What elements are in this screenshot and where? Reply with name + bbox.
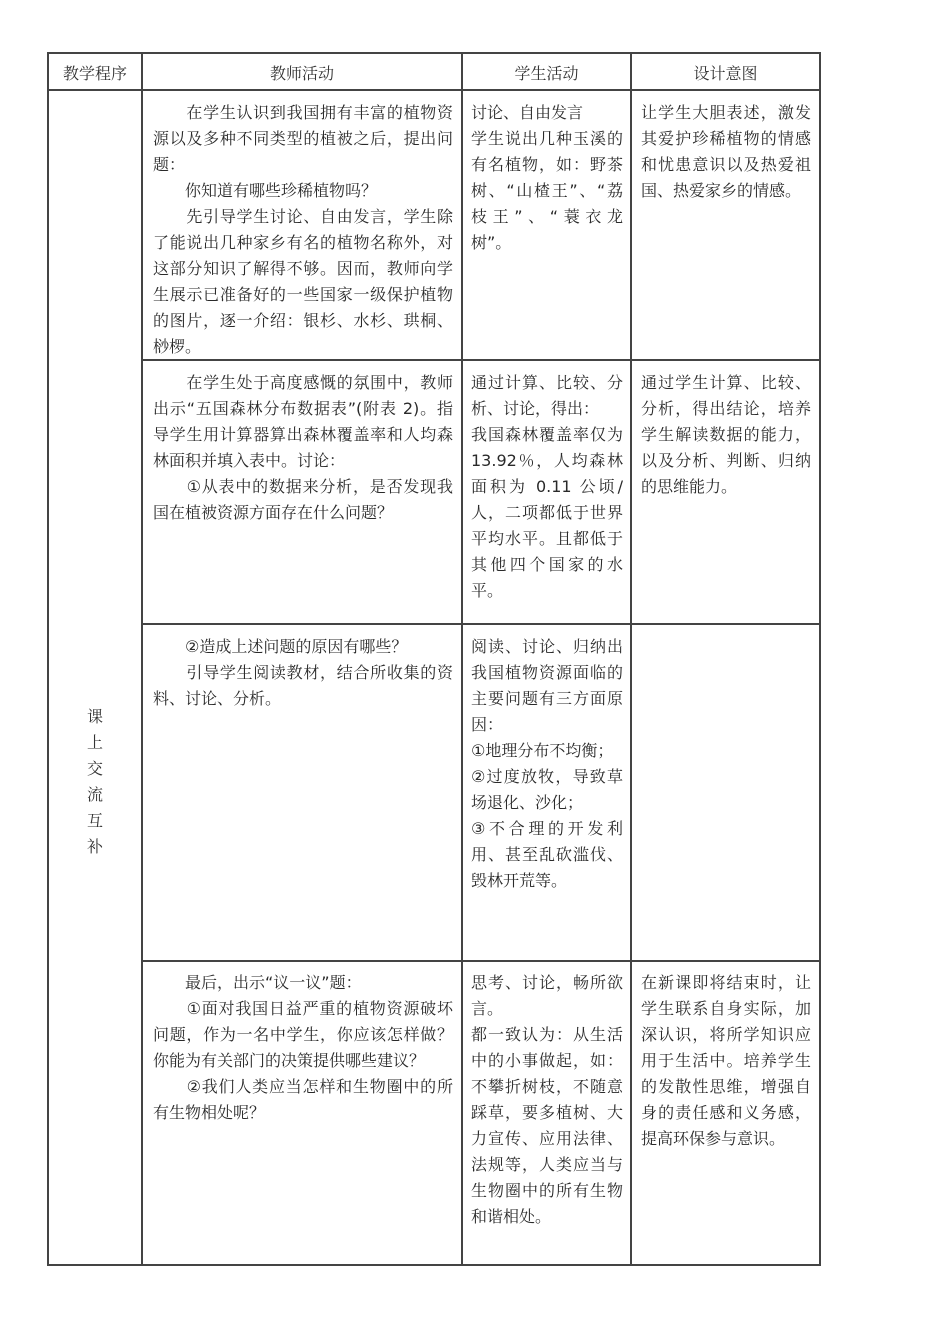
header-design-intent: 设计意图 (693, 63, 758, 83)
stage-label: 课 上 交 流 互 补 (86, 707, 103, 856)
student-activity-cell: 通过计算、比较、分析、讨论，得出： 我国森林覆盖率仅为 13.92％，人均森林面积为 0.11 公顷/人，二项都低于世界平均水平。且都低于其他四个国家的水平。 (471, 373, 629, 600)
teacher-activity-cell: ②造成上述问题的原因有哪些？ 引导学生阅读教材，结合所收集的资料、讨论、分析。 (153, 637, 453, 708)
design-intent-cell (641, 634, 811, 958)
column-divider (141, 54, 143, 1264)
column-divider (630, 54, 632, 1264)
design-intent-cell: 让学生大胆表述，激发其爱护珍稀植物的情感和忧患意识以及热爱祖国、热爱家乡的情感。 (641, 103, 811, 200)
student-activity-cell: 讨论、自由发言 学生说出几种玉溪的有名植物，如：野茶树、“山楂王”、“荔枝王”、“蓑衣龙树”。 (471, 103, 623, 252)
teacher-activity-cell: 在学生认识到我国拥有丰富的植物资源以及多种不同类型的植被之后，提出问题： 你知道有哪些珍稀植物吗？ 先引导学生讨论、自由发言，学生除了能说出几种家乡有名的植物名称外，对这部分知识了解得不够。因而，教师向学生展示已准备好的一些国家一级保护植物的图片，逐一介绍：银杉、水杉、珙桐、桫椤。 (153, 103, 453, 356)
teacher-activity-cell: 在学生处于高度感慨的氛围中，教师出示“五国森林分布数据表”(附表 2)。指导学生用计算器算出森林覆盖率和人均森林面积并填入表中。讨论： ①从表中的数据来分析，是否发现我国在植被资源方面存在什么问题？ (153, 373, 453, 522)
header-student-activity: 学生活动 (514, 63, 579, 83)
header-teacher-activity: 教师活动 (269, 63, 334, 83)
design-intent-cell: 通过学生计算、比较、分析，得出结论，培养学生解读数据的能力，以及分析、判断、归纳的思维能力。 (641, 373, 811, 496)
column-divider (461, 54, 463, 1264)
teacher-activity-cell: 最后，出示“议一议”题： ①面对我国日益严重的植物资源破坏问题，作为一名中学生，你应该怎样做？你能为有关部门的决策提供哪些建议？ ②我们人类应当怎样和生物圈中的所有生物相处呢？ (153, 973, 453, 1122)
row-divider (141, 960, 819, 962)
student-activity-cell: 思考、讨论，畅所欲言。 都一致认为：从生活中的小事做起，如：不攀折树枝，不随意踩草，要多植树、大力宣传、应用法律、法规等，人类应当与生物圈中的所有生物和谐相处。 (471, 973, 623, 1226)
student-activity-cell: 阅读、讨论、归纳出我国植物资源面临的主要问题有三方面原因： ①地理分布不均衡； ②过度放牧，导致草场退化、沙化； ③不合理的开发利用、甚至乱砍滥伐、毁林开荒等。 (471, 637, 623, 890)
row-divider (141, 623, 819, 625)
header-procedure: 教学程序 (62, 63, 127, 83)
lesson-plan-table (47, 52, 821, 1266)
design-intent-cell: 在新课即将结束时，让学生联系自身实际，加深认识，将所学知识应用于生活中。培养学生的发散性思维，增强自身的责任感和义务感，提高环保参与意识。 (641, 973, 811, 1148)
